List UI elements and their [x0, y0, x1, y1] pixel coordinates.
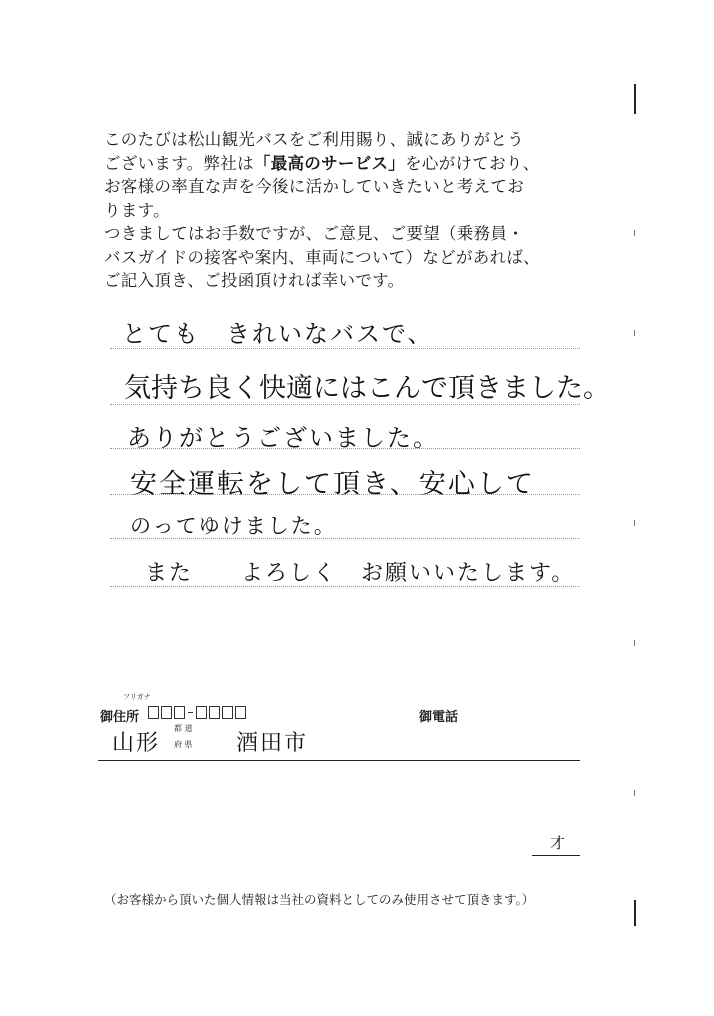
age-suffix: 才: [550, 834, 568, 852]
best-service-emphasis: 「最高のサービス」: [253, 153, 406, 173]
edge-dash: [634, 640, 635, 646]
zip-box: [222, 706, 233, 719]
comment-line-1: とても きれいなバスで、: [122, 320, 434, 348]
address-underline: [98, 760, 580, 761]
edge-dash: [634, 230, 635, 236]
prefecture-suffix-top: 都 道: [174, 724, 193, 733]
zip-box: [161, 706, 172, 719]
edge-dash: [634, 330, 635, 336]
ruled-line-2: [110, 404, 580, 405]
zip-box: [196, 706, 207, 719]
ruled-line-4: [110, 494, 580, 495]
address-label: 御住所: [100, 710, 140, 725]
zip-box: [235, 706, 246, 719]
privacy-note: （お客様から頂いた個人情報は当社の資料としてのみ使用させて頂きます。）: [104, 892, 535, 907]
comment-line-6: また よろしく お願いいたします。: [145, 561, 576, 586]
intro-line-3: お客様の率直な声を今後に活かしていきたいと考えてお: [104, 177, 524, 196]
address-prefecture: 山形: [112, 731, 161, 756]
zip-box: [148, 706, 159, 719]
ruled-line-6: [110, 586, 580, 587]
phone-label: 御電話: [419, 710, 459, 725]
intro-line-7: ご記入頂き、ご投函頂ければ幸いです。: [104, 271, 405, 290]
postal-code-boxes: [148, 706, 246, 719]
ruled-line-1: [110, 348, 580, 349]
edge-dash: [634, 790, 635, 796]
zip-dash: [188, 712, 193, 713]
address-city: 酒田市: [236, 731, 309, 756]
furigana-label: フリガナ: [123, 693, 151, 701]
intro-line-6: バスガイドの接客や案内、車両について）などがあれば、: [104, 247, 540, 267]
edge-mark: [634, 84, 636, 114]
prefecture-suffix-bottom: 府 県: [174, 740, 193, 749]
zip-box: [174, 706, 185, 719]
intro-line-2: ございます。弊社は「最高のサービス」を心がけており、: [104, 153, 540, 173]
comment-line-5: のってゆけました。: [130, 514, 337, 538]
edge-dash: [634, 520, 635, 526]
comment-line-2: 気持ち良く快適にはこんで頂きました。: [124, 373, 610, 404]
edge-mark: [634, 900, 636, 926]
intro-line-4: ります。: [104, 200, 170, 220]
intro-line-5: つきましてはお手数ですが、ご意見、ご要望（乗務員・: [104, 224, 524, 243]
ruled-line-3: [110, 448, 580, 449]
zip-box: [209, 706, 220, 719]
intro-line-1: このたびは松山観光バスをご利用賜り、誠にありがとう: [104, 130, 524, 149]
intro-text: [104, 128, 604, 293]
comment-line-4: 安全運転をして頂き、安心して: [130, 469, 535, 500]
age-underline: [532, 855, 580, 856]
comment-line-3: ありがとうございました。: [127, 424, 439, 452]
ruled-line-5: [110, 538, 580, 539]
